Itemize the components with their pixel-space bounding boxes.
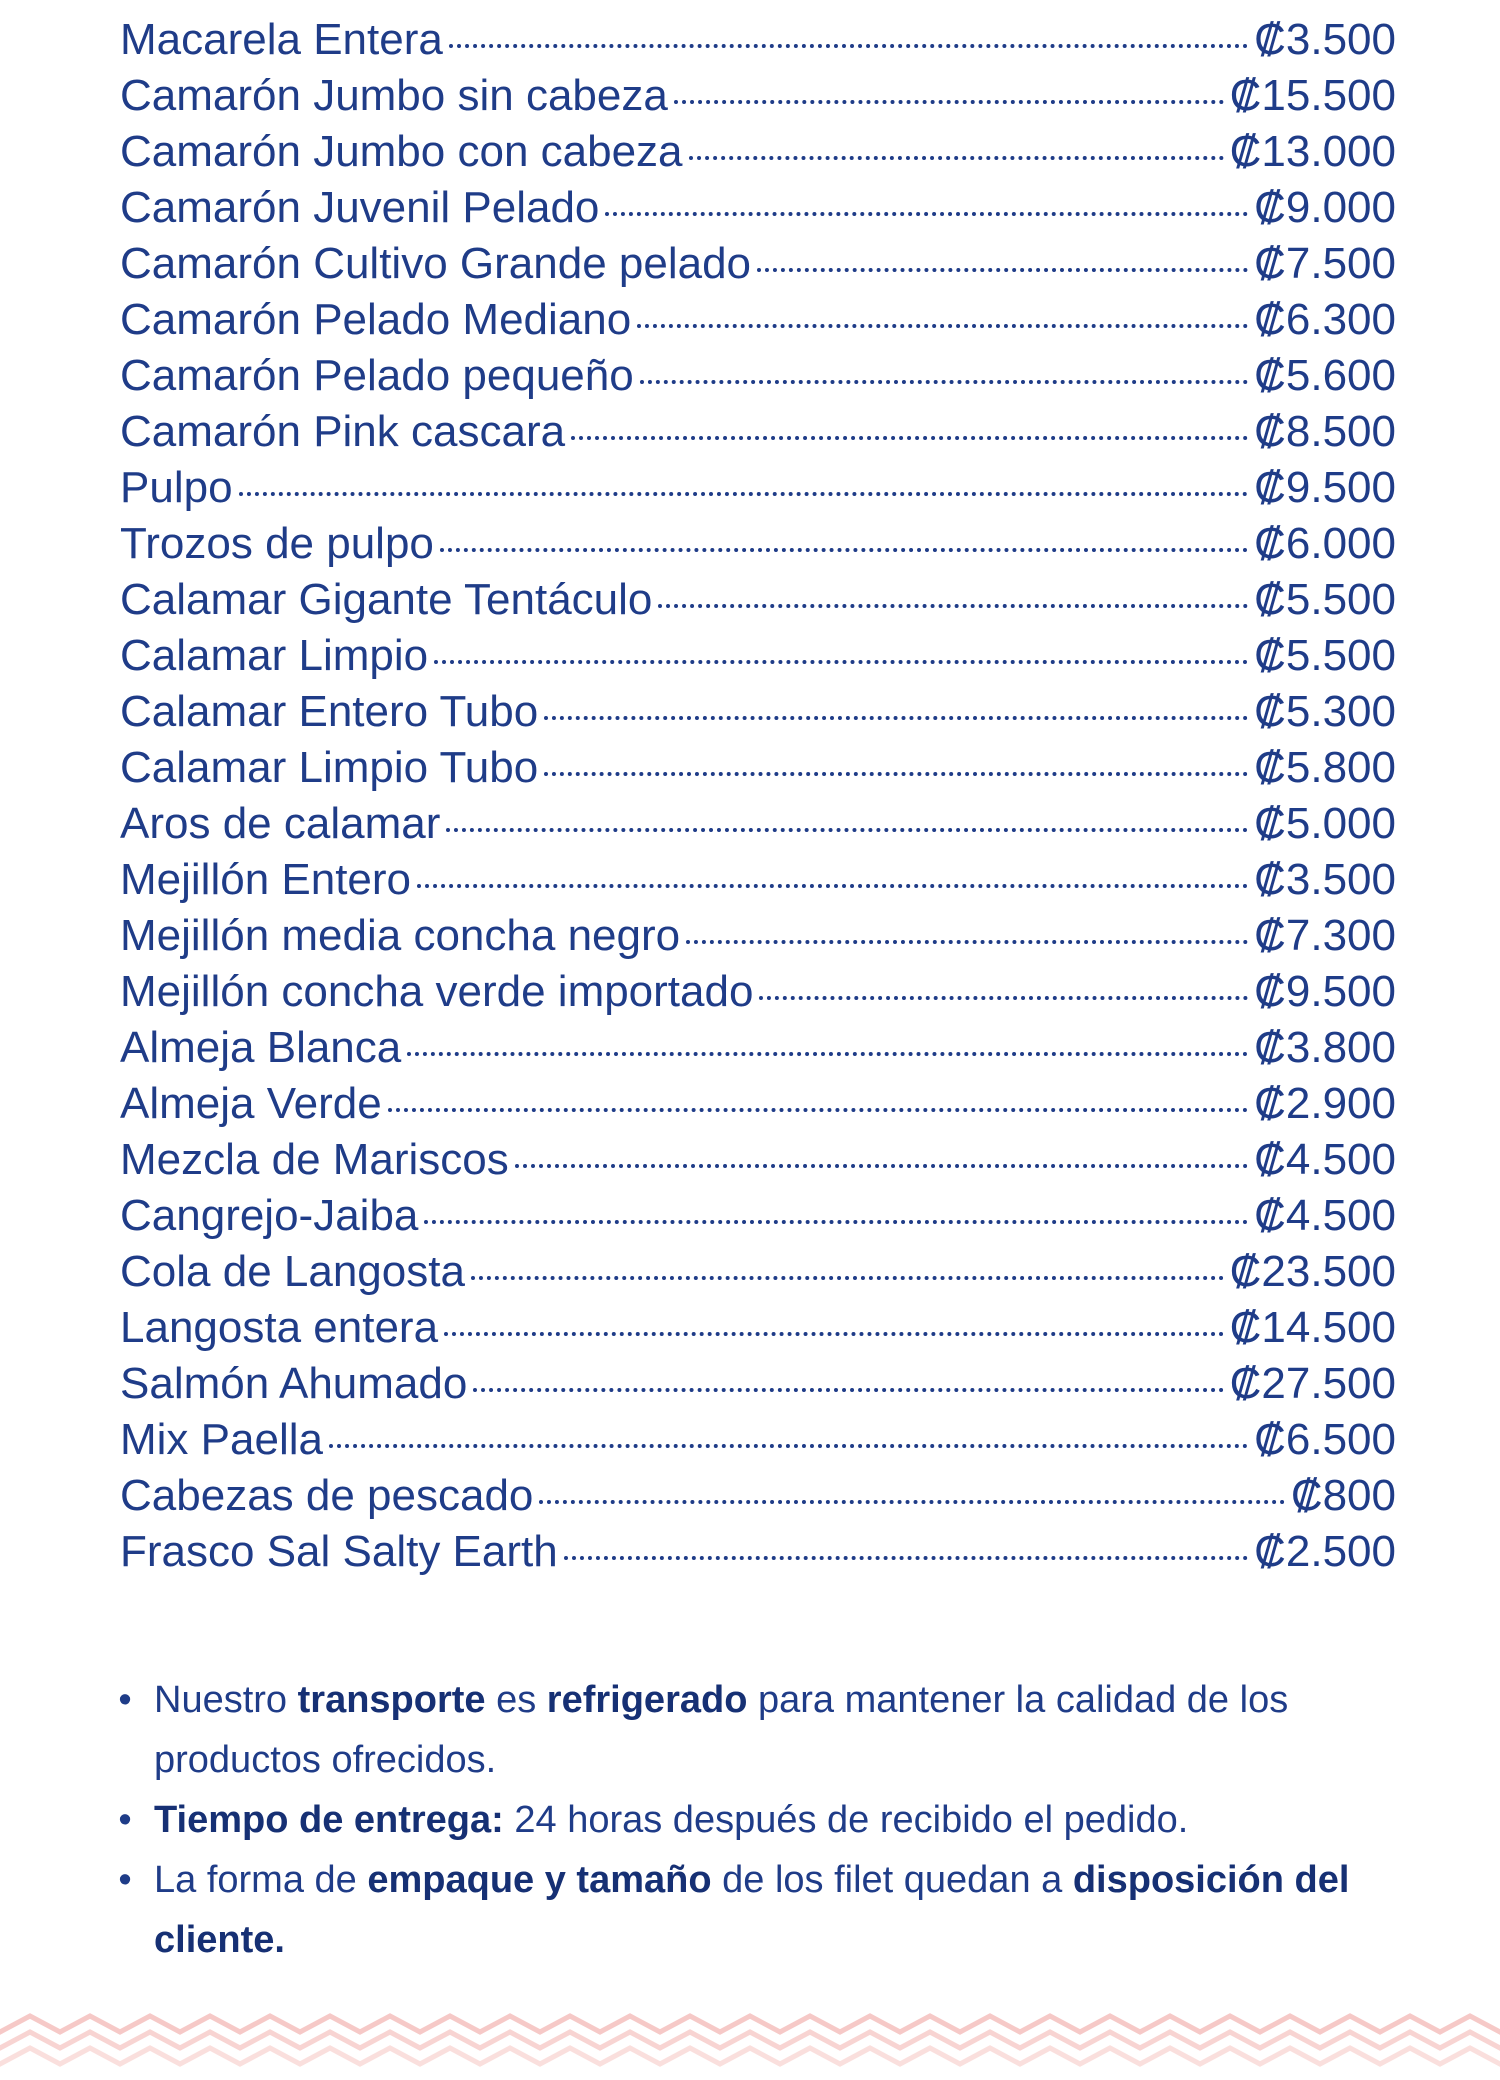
- item-name: Mix Paella: [120, 1415, 323, 1464]
- wave-line: [0, 2048, 1500, 2064]
- price-row: [120, 1188, 1396, 1244]
- item-name: Almeja Verde: [120, 1079, 382, 1128]
- dot-leader: [444, 1332, 1224, 1336]
- item-price: ₡9.500: [1254, 967, 1396, 1016]
- bullet-icon: •: [118, 1799, 132, 1841]
- item-price: ₡5.500: [1254, 631, 1396, 680]
- item-name: Aros de calamar: [120, 799, 441, 848]
- price-row: [120, 124, 1396, 180]
- item-name: Frasco Sal Salty Earth: [120, 1527, 558, 1576]
- item-price: ₡4.500: [1254, 1135, 1396, 1184]
- price-row: [120, 572, 1396, 628]
- dot-leader: [640, 380, 1248, 384]
- item-price: ₡3.500: [1254, 855, 1396, 904]
- dot-leader: [239, 492, 1249, 496]
- item-price: ₡2.500: [1254, 1527, 1396, 1576]
- dot-leader: [759, 996, 1248, 1000]
- price-row: [120, 796, 1396, 852]
- price-row: [120, 1524, 1396, 1580]
- price-row: [120, 460, 1396, 516]
- item-name: Mejillón concha verde importado: [120, 967, 754, 1016]
- dot-leader: [424, 1220, 1248, 1224]
- dot-leader: [417, 884, 1248, 888]
- price-row: [120, 180, 1396, 236]
- note-emphasis: disposición del cliente.: [154, 1859, 1350, 1961]
- note-text: La forma de: [154, 1859, 368, 1901]
- item-name: Langosta entera: [120, 1303, 439, 1352]
- note-packaging: [110, 1850, 1400, 1970]
- price-row: [120, 1020, 1396, 1076]
- dot-leader: [686, 940, 1248, 944]
- item-name: Camarón Jumbo sin cabeza: [120, 71, 668, 120]
- item-price: ₡23.500: [1229, 1247, 1396, 1296]
- price-row: [120, 964, 1396, 1020]
- item-name: Calamar Gigante Tentáculo: [120, 575, 653, 624]
- price-row: [120, 1412, 1396, 1468]
- item-price: ₡3.500: [1254, 15, 1396, 64]
- dot-leader: [544, 772, 1248, 776]
- price-row: [120, 628, 1396, 684]
- item-price: ₡9.500: [1254, 463, 1396, 512]
- price-row: [120, 516, 1396, 572]
- price-row: [120, 684, 1396, 740]
- dot-leader: [757, 268, 1248, 272]
- item-price: ₡4.500: [1254, 1191, 1396, 1240]
- price-row: [120, 908, 1396, 964]
- item-name: Trozos de pulpo: [120, 519, 434, 568]
- price-row: [120, 1076, 1396, 1132]
- dot-leader: [658, 604, 1248, 608]
- dot-leader: [329, 1444, 1248, 1448]
- item-name: Camarón Cultivo Grande pelado: [120, 239, 752, 288]
- dot-leader: [440, 548, 1248, 552]
- price-row: [120, 1244, 1396, 1300]
- price-row: [120, 1300, 1396, 1356]
- item-price: ₡5.300: [1254, 687, 1396, 736]
- dot-leader: [515, 1164, 1248, 1168]
- item-price: ₡5.800: [1254, 743, 1396, 792]
- item-price: ₡800: [1290, 1471, 1396, 1520]
- price-list: [120, 12, 1396, 1580]
- price-row: [120, 292, 1396, 348]
- item-name: Almeja Blanca: [120, 1023, 402, 1072]
- bullet-icon: •: [118, 1679, 132, 1721]
- dot-leader: [674, 100, 1224, 104]
- note-emphasis: empaque y tamaño: [367, 1859, 712, 1901]
- dot-leader: [473, 1388, 1223, 1392]
- note-emphasis: Tiempo de entrega:: [154, 1799, 504, 1841]
- item-price: ₡7.300: [1254, 911, 1396, 960]
- dot-leader: [564, 1556, 1248, 1560]
- item-name: Mezcla de Mariscos: [120, 1135, 509, 1184]
- item-name: Mejillón media concha negro: [120, 911, 681, 960]
- item-price: ₡3.800: [1254, 1023, 1396, 1072]
- dot-leader: [637, 324, 1248, 328]
- item-price: ₡13.000: [1229, 127, 1396, 176]
- note-transport: [110, 1670, 1400, 1790]
- item-price: ₡6.000: [1254, 519, 1396, 568]
- price-row: [120, 852, 1396, 908]
- dot-leader: [571, 436, 1248, 440]
- item-name: Mejillón Entero: [120, 855, 412, 904]
- price-row: [120, 1132, 1396, 1188]
- item-name: Pulpo: [120, 463, 233, 512]
- item-price: ₡9.000: [1254, 183, 1396, 232]
- dot-leader: [446, 828, 1248, 832]
- dot-leader: [407, 1052, 1248, 1056]
- item-name: Calamar Limpio: [120, 631, 429, 680]
- item-name: Cangrejo-Jaiba: [120, 1191, 419, 1240]
- item-name: Salmón Ahumado: [120, 1359, 468, 1408]
- dot-leader: [471, 1276, 1224, 1280]
- item-price: ₡27.500: [1229, 1359, 1396, 1408]
- note-text: Nuestro: [154, 1679, 298, 1721]
- note-delivery: [110, 1790, 1400, 1850]
- item-name: Cabezas de pescado: [120, 1471, 534, 1520]
- dot-leader: [605, 212, 1248, 216]
- note-emphasis: refrigerado: [546, 1679, 748, 1721]
- item-name: Macarela Entera: [120, 15, 443, 64]
- item-price: ₡6.500: [1254, 1415, 1396, 1464]
- item-price: ₡8.500: [1254, 407, 1396, 456]
- item-name: Calamar Limpio Tubo: [120, 743, 539, 792]
- price-row: [120, 348, 1396, 404]
- item-price: ₡5.000: [1254, 799, 1396, 848]
- item-price: ₡2.900: [1254, 1079, 1396, 1128]
- item-name: Cola de Langosta: [120, 1247, 465, 1296]
- wave-decoration: [0, 2010, 1500, 2080]
- price-row: [120, 1468, 1396, 1524]
- item-name: Camarón Pelado Mediano: [120, 295, 632, 344]
- item-price: ₡5.600: [1254, 351, 1396, 400]
- price-row: [120, 236, 1396, 292]
- notes-list: [110, 1670, 1400, 1970]
- item-price: ₡7.500: [1254, 239, 1396, 288]
- item-name: Camarón Pink cascara: [120, 407, 566, 456]
- item-price: ₡5.500: [1254, 575, 1396, 624]
- price-row: [120, 740, 1396, 796]
- item-name: Calamar Entero Tubo: [120, 687, 539, 736]
- dot-leader: [434, 660, 1248, 664]
- bullet-icon: •: [118, 1859, 132, 1901]
- item-name: Camarón Jumbo con cabeza: [120, 127, 683, 176]
- price-row: [120, 404, 1396, 460]
- item-name: Camarón Pelado pequeño: [120, 351, 634, 400]
- item-name: Camarón Juvenil Pelado: [120, 183, 600, 232]
- dot-leader: [544, 716, 1248, 720]
- dot-leader: [689, 156, 1224, 160]
- price-row: [120, 1356, 1396, 1412]
- note-emphasis: transporte: [297, 1679, 486, 1721]
- dot-leader: [449, 44, 1248, 48]
- note-text: para mantener la calidad de los productos ofrecidos.: [154, 1679, 1289, 1781]
- note-text: 24 horas después de recibido el pedido.: [503, 1799, 1189, 1841]
- item-price: ₡6.300: [1254, 295, 1396, 344]
- dot-leader: [539, 1500, 1284, 1504]
- note-text: de los filet quedan a: [711, 1859, 1073, 1901]
- item-price: ₡14.500: [1229, 1303, 1396, 1352]
- price-row: [120, 12, 1396, 68]
- item-price: ₡15.500: [1229, 71, 1396, 120]
- note-text: es: [485, 1679, 547, 1721]
- dot-leader: [388, 1108, 1248, 1112]
- price-row: [120, 68, 1396, 124]
